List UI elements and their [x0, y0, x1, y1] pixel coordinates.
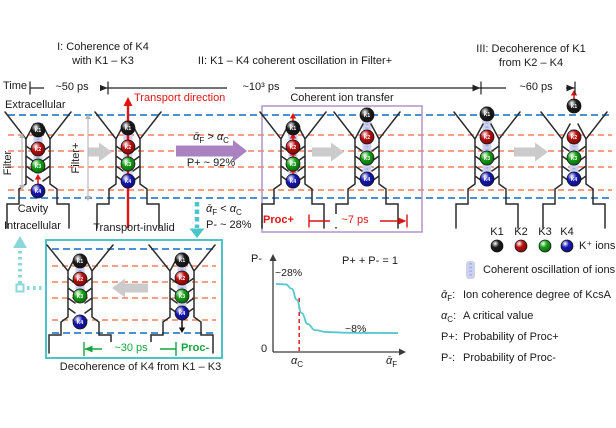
step-arrow-2 [514, 143, 548, 162]
probability-positive-label: P+ ~ 92% [186, 157, 236, 169]
proc-plus-duration: ~7 ps [330, 214, 380, 227]
ion-K1-channel-G-label: K1 [178, 257, 186, 264]
legend-term-alphaC [441, 310, 456, 326]
alpha-bar-symbol: ᾱ [386, 355, 393, 367]
chart-x-arrowhead [399, 349, 406, 356]
sub-F: F [199, 136, 205, 146]
alpha-bar-symbol: ᾱ [193, 131, 200, 143]
filter-label: Filter [2, 150, 14, 176]
proc-minus-duration: ~30 ps [102, 342, 160, 355]
ion-K3-channel-G-label: K3 [178, 293, 186, 300]
colon: : [452, 289, 456, 301]
return-arrow-corner [17, 285, 24, 292]
colon: : [454, 331, 458, 343]
ion-K1-channel-H-label: K1 [76, 258, 84, 265]
chart-origin-label: 0 [261, 343, 268, 355]
chart-y-arrowhead [270, 254, 277, 261]
ion-K4-channel-F-label: K4 [570, 176, 578, 183]
alpha-bar-symbol: ᾱ [206, 203, 213, 215]
chart-ylabel: P- [251, 253, 262, 265]
condition-positive-label [174, 131, 248, 147]
coherent-ion-transfer-label: Coherent ion transfer [290, 92, 394, 104]
region-2-title: II: K1 – K4 coherent oscillation in Filter+ [197, 55, 393, 67]
sub-F: F [447, 294, 453, 304]
ion-K2-channel-B-label: K2 [124, 144, 132, 151]
ion-K4-channel-D-label: K4 [363, 176, 371, 183]
legend-ion-K2 [515, 240, 527, 252]
gt-sign: > [204, 131, 217, 143]
time-label: Time [3, 80, 28, 92]
ion-K3-channel-C-label: K3 [289, 161, 297, 168]
proc-plus-label: Proc+ [263, 214, 294, 226]
alpha-bar-symbol: ᾱ [441, 289, 448, 301]
colon: : [452, 352, 456, 364]
intracellular-label: Intracellular [4, 220, 61, 232]
legend-term-alphaF [441, 289, 455, 305]
ion-K2-channel-C-label: K2 [289, 144, 297, 151]
step-arrow-1 [312, 143, 344, 162]
chart-high-annotation: ~28% [275, 267, 303, 279]
ion-K1-channel-B-label: K1 [124, 125, 132, 132]
extracellular-label: Extracellular [5, 99, 66, 111]
ion-K3-channel-B-label: K3 [124, 161, 132, 168]
ion-K2-channel-A-label: K2 [34, 146, 42, 153]
region-3-title-line1: III: Decoherence of K1 [476, 43, 586, 55]
decoherence-caption: Decoherence of K4 from K1 – K3 [59, 361, 222, 373]
sub-C: C [447, 315, 454, 325]
timeline-arrowhead [473, 85, 481, 92]
ion-K4-channel-B-label: K4 [124, 178, 132, 185]
colon: : [453, 310, 457, 322]
probability-negative-label: P- ~ 28% [206, 219, 252, 231]
ion-K1-channel-D-label: K1 [363, 112, 371, 119]
return-arrow-head [13, 236, 27, 248]
lt-sign: < [217, 203, 230, 215]
ion-arrow-F-0-head [571, 90, 577, 96]
alpha-symbol: α [291, 355, 298, 367]
proc-plus-arrowhead [399, 218, 407, 225]
legend-def-alphaC: A critical value [463, 310, 534, 322]
chart-low-annotation: ~8% [345, 323, 367, 335]
transport-invalid-title: Transport-invalid [93, 222, 175, 234]
legend-header-K1: K1 [490, 226, 504, 238]
region-1-title-line1: I: Coherence of K4 [57, 41, 149, 53]
ion-K1-channel-F-label: K1 [570, 103, 578, 110]
ion-K1-channel-A-label: K1 [34, 127, 42, 134]
ion-K4-channel-A-label: K4 [34, 188, 42, 195]
sub-C: C [297, 360, 304, 370]
transport-direction-label: Transport direction [134, 92, 226, 104]
chart-xtick-label [291, 355, 303, 371]
ion-K4-channel-H-label: K4 [76, 319, 84, 326]
ion-arrow-A-0-head [35, 174, 41, 180]
ion-K4-channel-E-label: K4 [483, 176, 491, 183]
region-1-title-line2: with K1 – K3 [72, 55, 134, 67]
alpha-symbol: α [441, 310, 448, 322]
filter-plus-label: Filter+ [70, 142, 82, 174]
proc-minus-label: Proc- [181, 342, 210, 354]
legend-kions-label: K⁺ ions [579, 240, 616, 252]
timeline-arrowhead [567, 85, 575, 92]
p-minus-symbol: P- [441, 352, 452, 364]
alpha-symbol: α [216, 131, 224, 143]
time-seg-1000ps: ~10³ ps [227, 81, 295, 94]
ion-K3-channel-E-label: K3 [483, 155, 491, 162]
step-arrow-0 [88, 143, 112, 162]
ion-K2-channel-D-label: K2 [363, 134, 371, 141]
chart-curve [276, 284, 398, 333]
timeline-arrowhead [100, 85, 108, 92]
ion-K4-channel-C-label: K4 [289, 178, 297, 185]
ion-K3-channel-D-label: K3 [363, 155, 371, 162]
transport-invalid-box [46, 240, 222, 358]
ion-K3-channel-A-label: K3 [34, 163, 42, 170]
chart-xlabel [386, 355, 397, 371]
legend-term-pminus [441, 352, 455, 368]
legend-term-pplus [441, 331, 458, 347]
alpha-symbol: α [229, 203, 236, 215]
ion-K3-channel-F-label: K3 [570, 155, 578, 162]
cavity-label: Cavity [17, 203, 49, 215]
chart-equation: P+ + P- = 1 [342, 255, 398, 267]
sub-F: F [392, 360, 398, 370]
ion-K2-channel-G-label: K2 [178, 275, 186, 282]
time-seg-60ps: ~60 ps [506, 81, 566, 94]
time-seg-50ps: ~50 ps [44, 81, 100, 94]
condition-negative-label [206, 203, 242, 219]
legend-def-pplus: Probability of Proc+ [463, 331, 559, 343]
transport-arrow-B-head [124, 97, 133, 106]
ion-K2-channel-F-label: K2 [570, 134, 578, 141]
sub-C: C [236, 208, 242, 218]
legend-ion-K4 [561, 240, 573, 252]
ion-K1-channel-C-label: K1 [289, 125, 297, 132]
legend-ion-K1 [491, 240, 503, 252]
legend-ion-K3 [539, 240, 551, 252]
legend-header-K4: K4 [560, 226, 574, 238]
region-3-title-line2: from K2 – K4 [498, 57, 564, 69]
sub-C: C [223, 136, 229, 146]
legend-def-pminus: Probability of Proc- [463, 352, 556, 364]
sub-F: F [212, 208, 218, 218]
ion-K1-channel-E-label: K1 [483, 111, 491, 118]
legend-def-alphaF: Ion coherence degree of KcsA [463, 289, 611, 301]
ion-K3-channel-H-label: K3 [76, 293, 84, 300]
ion-K2-channel-E-label: K2 [483, 134, 491, 141]
legend-header-K3: K3 [538, 226, 552, 238]
ion-K4-channel-G-label: K4 [178, 310, 186, 317]
ion-K2-channel-H-label: K2 [76, 276, 84, 283]
legend-header-K2: K2 [514, 226, 528, 238]
legend-coherent-oscillation-label: Coherent oscillation of ions [483, 264, 616, 276]
p-plus-symbol: P+ [441, 331, 455, 343]
